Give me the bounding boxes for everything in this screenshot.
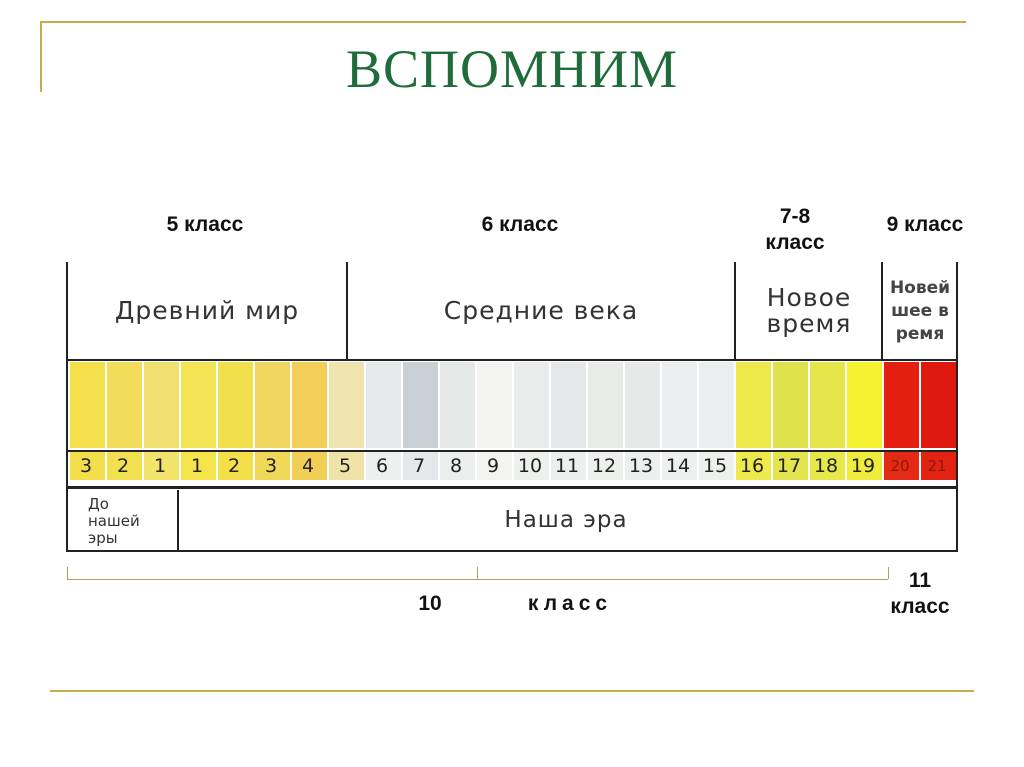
century-cell [290, 362, 327, 448]
century-number: 5 [338, 455, 352, 477]
century-cell [105, 362, 142, 448]
frame-top-line [40, 21, 966, 23]
ce-label: Наша эра [504, 507, 628, 533]
class-11-number: 11 [908, 569, 932, 592]
century-cell [364, 362, 401, 448]
century-cell [734, 362, 771, 448]
bracket-line [67, 579, 888, 580]
century-cell [882, 362, 919, 448]
century-color-cells [66, 362, 958, 448]
era-new-line2: время [766, 309, 852, 338]
century-cell [660, 362, 697, 448]
century-cell [142, 362, 179, 448]
era-newest-line3: ремя [895, 323, 945, 344]
numbers-top-line [66, 450, 958, 452]
class-7-8-label [745, 204, 845, 256]
class-7-8-line2: класс [765, 231, 825, 254]
century-number: 2 [116, 455, 130, 477]
century-number: 11 [554, 455, 580, 477]
century-cell [623, 362, 660, 448]
class-11-word: класс [890, 595, 950, 618]
century-number: 3 [79, 455, 93, 477]
century-number: 7 [412, 455, 426, 477]
slide-title: ВСПОМНИМ [345, 39, 679, 99]
century-number: 9 [486, 455, 500, 477]
era-new-line1: Новое [766, 283, 852, 312]
class-6-label: 6 класс [481, 213, 559, 236]
numbers-bottom-line [66, 486, 958, 489]
century-numbers-row [66, 452, 958, 480]
century-cell [401, 362, 438, 448]
century-cell [919, 362, 956, 448]
bce-line2: нашей [88, 512, 140, 530]
century-number: 21 [927, 457, 947, 475]
timeline [66, 262, 960, 554]
century-cell [808, 362, 845, 448]
century-number: 8 [449, 455, 463, 477]
class-10-word: класс [527, 592, 613, 615]
century-number: 3 [264, 455, 278, 477]
era-newest-line2: шее в [891, 300, 949, 321]
century-number: 20 [890, 457, 910, 475]
century-number: 1 [153, 455, 167, 477]
era-new-time [736, 262, 882, 360]
bracket-tick-middle [477, 567, 478, 579]
century-cell [475, 362, 512, 448]
century-number: 6 [375, 455, 389, 477]
century-cell [512, 362, 549, 448]
class-11-label [870, 568, 970, 620]
frame-bottom-line [50, 690, 974, 692]
era-ancient-world: Древний мир [114, 296, 300, 325]
century-number: 15 [702, 455, 728, 477]
bce-line1: До [88, 495, 109, 513]
century-cell [216, 362, 253, 448]
era-middle-ages: Средние века [443, 296, 639, 325]
century-number: 14 [665, 455, 691, 477]
century-number: 17 [776, 455, 802, 477]
century-number: 12 [591, 455, 617, 477]
century-cell [179, 362, 216, 448]
century-cell [327, 362, 364, 448]
era-newest-line1: Новей [889, 277, 951, 298]
century-number: 16 [739, 455, 765, 477]
bce-line3: эры [88, 529, 118, 547]
timeline-bottom-line [66, 550, 958, 552]
century-cell [549, 362, 586, 448]
class-10-number: 10 [418, 592, 442, 615]
era-row-bottom-line [66, 359, 958, 361]
class-7-8-line1: 7-8 [779, 205, 811, 228]
century-cell [845, 362, 882, 448]
century-number: 18 [813, 455, 839, 477]
century-number: 13 [628, 455, 654, 477]
bce-label [88, 496, 158, 547]
era-row [66, 262, 958, 360]
century-cell [697, 362, 734, 448]
class-9-label: 9 класс [886, 213, 964, 236]
century-number: 10 [517, 455, 543, 477]
century-cell [438, 362, 475, 448]
century-number: 2 [227, 455, 241, 477]
century-cell [253, 362, 290, 448]
class-5-label: 5 класс [166, 213, 244, 236]
century-cell [68, 362, 105, 448]
era-bottom-row [66, 490, 958, 552]
century-cell [771, 362, 808, 448]
century-number: 19 [850, 455, 876, 477]
era-newest-time [883, 262, 957, 360]
century-number: 1 [190, 455, 204, 477]
bracket-tick-left [67, 567, 68, 579]
century-cell [586, 362, 623, 448]
century-number: 4 [301, 455, 315, 477]
